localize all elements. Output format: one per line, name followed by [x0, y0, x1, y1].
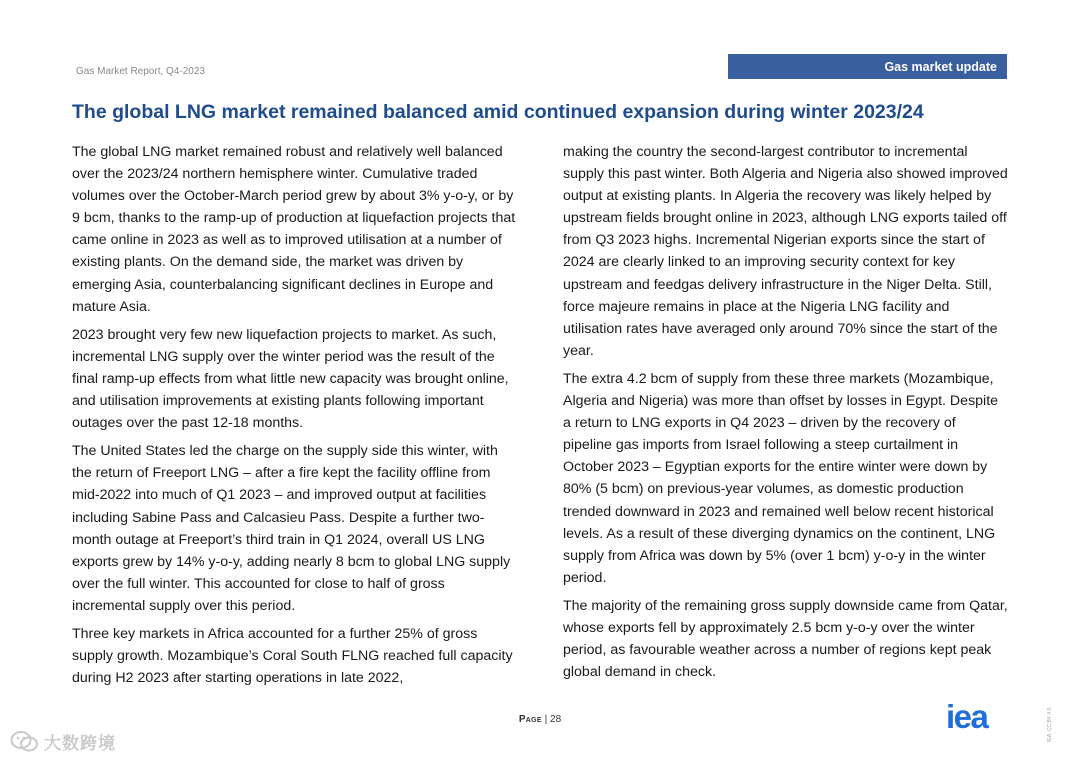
iea-logo: iea: [946, 698, 988, 735]
section-banner-label: Gas market update: [884, 59, 997, 74]
section-banner: [728, 54, 1007, 79]
watermark: [10, 729, 116, 754]
paragraph: 2023 brought very few new liquefaction projects to market. As such, incremental LNG supply over the winter period was the result of the final ramp-up effects from what little new capacity was brought online, and utilisation improvements at existing plants following important outages over the past 12-18 months.: [72, 326, 509, 432]
page-label: Page: [518, 714, 542, 725]
left-column: [72, 141, 520, 695]
license-note: IEA. CC BY 4.0.: [1047, 706, 1053, 742]
paragraph: The global LNG market remained robust and relatively well balanced over the 2023/24 northern hemisphere winter. Cumulative traded volumes over the October-March period grew by about 3% y-o-y, or by 9 bcm, thanks to the ramp-up of production at liquefaction projects that came online in 2023 as well as to improved utilisation at a number of existing plants. On the demand side, the market was driven by emerging Asia, counterbalancing significant declines in Europe and mature Asia.: [72, 144, 516, 315]
paragraph: making the country the second-largest contributor to incremental supply this past winter. Both Algeria and Nigeria also showed improved output at existing plants. In Algeria the recovery was likely helped by upstream fields brought online in 2023, although LNG exports tailed off from Q3 2023 highs. Incremental Nigerian exports since the start of 2024 are clearly linked to an improving security context for key upstream and feedgas delivery infrastructure in the Niger Delta. Still, force majeure remains in place at the Nigeria LNG facility and utilisation rates have averaged only around 70% since the start of the year.: [563, 144, 1008, 359]
paragraph: The majority of the remaining gross supply downside came from Qatar, whose exports fell by approximately 2.5 bcm y-o-y over the winter period, as favourable weather across a number of regions kept peak global demand in check.: [563, 597, 1008, 681]
wechat-icon: [10, 730, 40, 754]
paragraph: The United States led the charge on the supply side this winter, with the return of Freeport LNG – after a fire kept the facility offline from mid-2022 into much of Q1 2023 – and improved output at facilities including Sabine Pass and Calcasieu Pass. Despite a further two-month outage at Freeport’s third train in Q1 2024, overall US LNG exports grew by 14% y-o-y, adding nearly 8 bcm to global LNG supply over the full winter. This accounted for close to half of gross incremental supply over this period.: [72, 443, 511, 614]
paragraph: The extra 4.2 bcm of supply from these three markets (Mozambique, Algeria and Nigeria) was more than offset by losses in Egypt. Despite a return to LNG exports in Q4 2023 – driven by the recovery of pipeline gas imports from Israel following a steep curtailment in October 2023 – Egyptian exports for the entire winter were down by 80% (5 bcm) on previous-year volumes, as domestic production trended downward in 2023 and remained well below recent historical levels. As a result of these diverging dynamics on the continent, LNG supply from Africa was down by 5% (over 1 bcm) y-o-y in the winter period.: [563, 370, 999, 586]
report-label: Gas Market Report, Q4-2023: [76, 66, 205, 77]
watermark-text: 大数跨境: [44, 734, 116, 753]
right-column: [563, 141, 1008, 689]
page-separator: |: [544, 714, 551, 725]
paragraph: Three key markets in Africa accounted for a further 25% of gross supply growth. Mozambique’s Coral South FLNG reached full capacity during H2 2023 after starting operations in late 2022,: [72, 625, 513, 687]
page-number-value: 28: [550, 714, 562, 725]
page-title: The global LNG market remained balanced amid continued expansion during winter 2023/24: [72, 101, 924, 123]
page-number: [0, 714, 1080, 725]
